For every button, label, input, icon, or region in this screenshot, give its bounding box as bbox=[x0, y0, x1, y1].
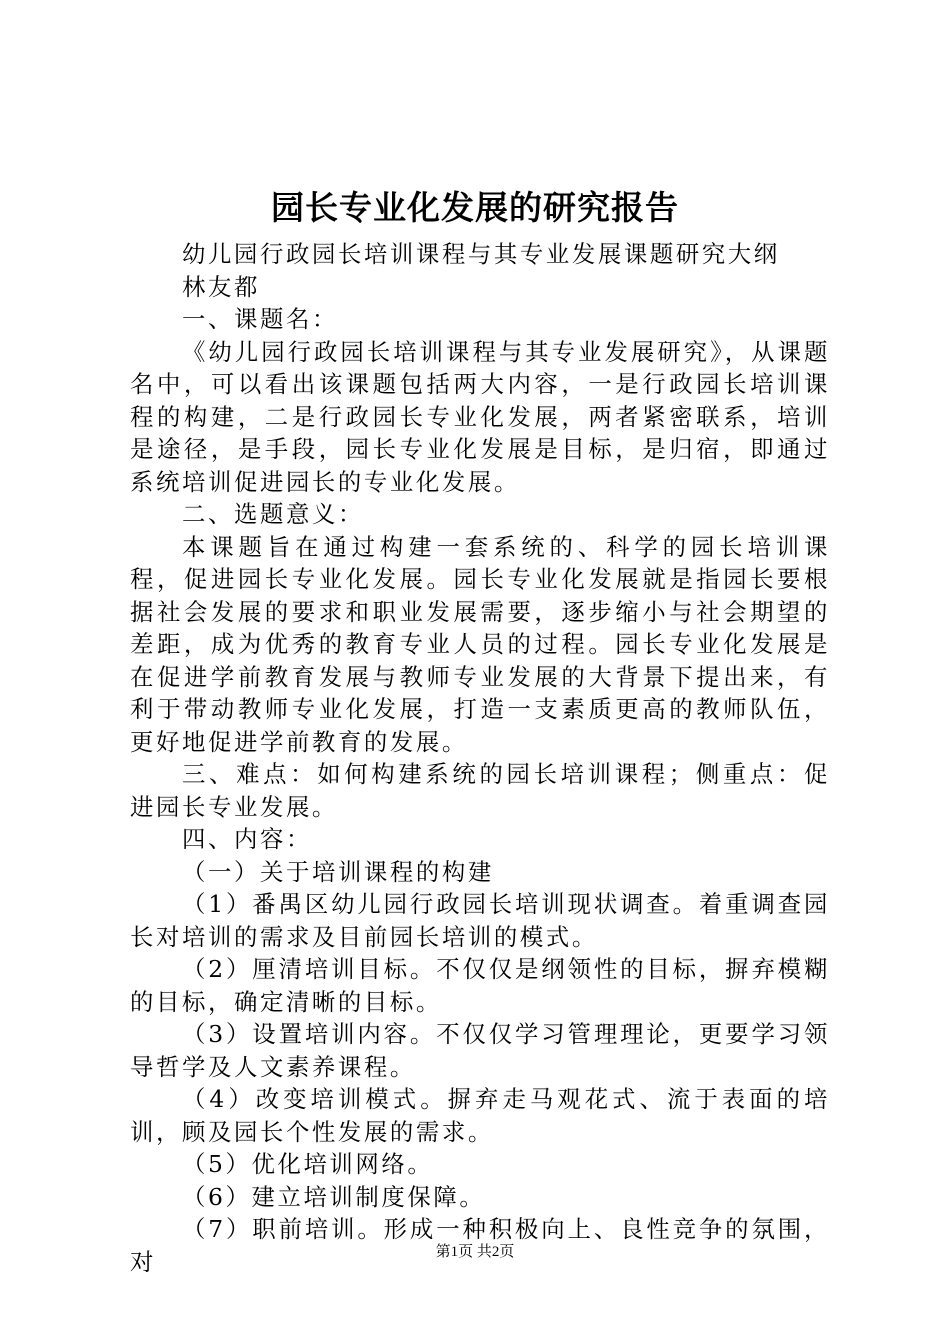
list-item: （2）厘清培训目标。不仅仅是纲领性的目标，摒弃模糊的目标，确定清晰的目标。 bbox=[130, 955, 830, 1016]
document-body bbox=[130, 238, 830, 1278]
section-heading-significance: 二、选题意义： bbox=[182, 500, 364, 528]
author-paragraph: 林友都 bbox=[182, 272, 260, 301]
section-heading-content: 四、内容： bbox=[182, 825, 312, 853]
body-paragraph: 《幼儿园行政园长培训课程与其专业发展研究》，从课题名中，可以看出该课题包括两大内容，一是行政园长培训课程的构建，二是行政园长专业化发展，两者紧密联系，培训是途径，是手段，园长专业化发展是目标，是归宿，即通过系统培训促进园长的专业化发展。 bbox=[130, 337, 830, 496]
subsection-heading: （一）关于培训课程的构建 bbox=[182, 857, 494, 886]
list-item: （6）建立培训制度保障。 bbox=[182, 1182, 486, 1211]
list-item: （1）番禺区幼儿园行政园长培训现状调查。着重调查园长对培训的需求及目前园长培训的模式。 bbox=[130, 890, 830, 951]
list-item: （4）改变培训模式。摒弃走马观花式、流于表面的培训，顾及园长个性发展的需求。 bbox=[130, 1085, 830, 1146]
document-title: 园长专业化发展的研究报告 bbox=[271, 188, 679, 227]
section-heading-topic: 一、课题名： bbox=[182, 305, 338, 333]
page-footer: 第1页 共2页 bbox=[435, 1244, 515, 1260]
body-paragraph: 本课题旨在通过构建一套系统的、科学的园长培训课程，促进园长专业化发展。园长专业化发展就是指园长要根据社会发展的要求和职业发展需要，逐步缩小与社会期望的差距，成为优秀的教育专业人员的过程。园长专业化发展是在促进学前教育发展与教师专业发展的大背景下提出来，有利于带动教师专业化发展，打造一支素质更高的教师队伍，更好地促进学前教育的发展。 bbox=[130, 532, 830, 756]
list-item: （5）优化培训网络。 bbox=[182, 1150, 434, 1178]
subtitle-paragraph: 幼儿园行政园长培训课程与其专业发展课题研究大纲 bbox=[182, 240, 780, 268]
list-item: （7）职前培训。形成一种积极向上、良性竞争的氛围，对 bbox=[130, 1215, 830, 1276]
list-item: （3）设置培训内容。不仅仅学习管理理论，更要学习领导哲学及人文素养课程。 bbox=[130, 1020, 830, 1081]
section-heading-difficulty: 三、难点：如何构建系统的园长培训课程；侧重点：促进园长专业发展。 bbox=[130, 760, 830, 821]
